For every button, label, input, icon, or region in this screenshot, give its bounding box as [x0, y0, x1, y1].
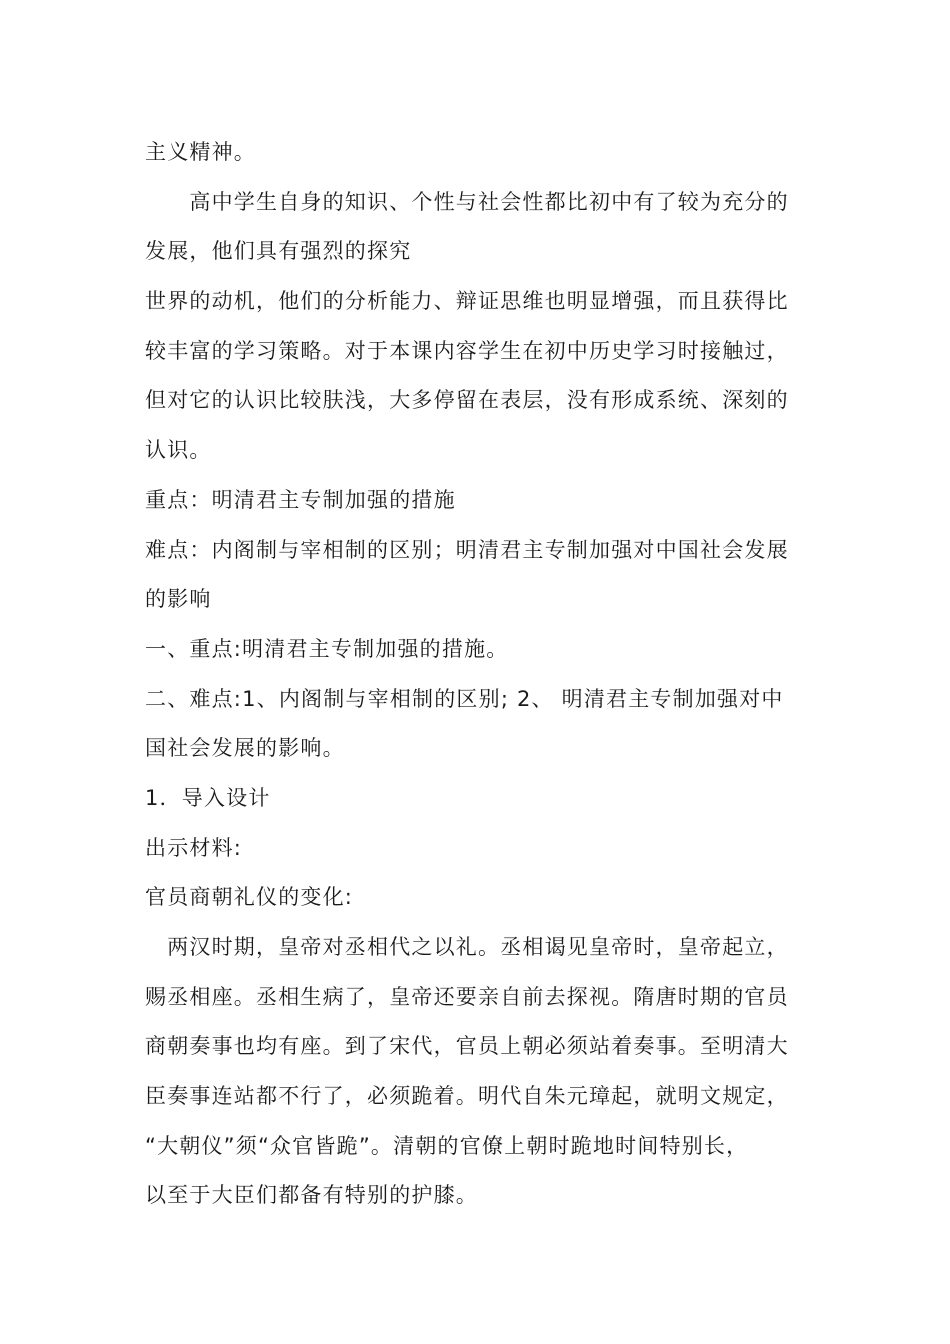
paragraph-line: 两汉时期，皇帝对丞相代之以礼。丞相谒见皇帝时，皇帝起立， — [145, 935, 789, 959]
difficulty-line: 难点：内阁制与宰相制的区别；明清君主专制加强对中国社会发展 — [145, 538, 789, 562]
paragraph-line: 出示材料: — [145, 836, 243, 860]
paragraph-line: 较丰富的学习策略。对于本课内容学生在初中历史学习时接触过， — [145, 339, 789, 363]
list-item: 二、难点:1、内阁制与宰相制的区别; 2、 明清君主专制加强对中 — [145, 687, 784, 711]
paragraph-line: “大朝仪”须“众官皆跪”。清朝的官僚上朝时跪地时间特别长， — [145, 1134, 749, 1158]
paragraph-line: 世界的动机，他们的分析能力、辩证思维也明显增强，而且获得比 — [145, 289, 789, 313]
difficulty-line: 的影响 — [145, 587, 212, 611]
paragraph-line: 商朝奏事也均有座。到了宋代，官员上朝必须站着奏事。至明清大 — [145, 1034, 789, 1058]
paragraph-line: 臣奏事连站都不行了，必须跪着。明代自朱元璋起，就明文规定， — [145, 1084, 789, 1108]
paragraph-line: 发展，他们具有强烈的探究 — [145, 239, 412, 263]
paragraph-line: 以至于大臣们都备有特别的护膝。 — [145, 1183, 478, 1207]
paragraph-line: 官员商朝礼仪的变化: — [145, 885, 354, 909]
key-point-line: 重点：明清君主专制加强的措施 — [145, 488, 456, 512]
paragraph-line: 主义精神。 — [145, 140, 256, 164]
paragraph-line: 认识。 — [145, 438, 212, 462]
paragraph-line: 赐丞相座。丞相生病了，皇帝还要亲自前去探视。隋唐时期的官员 — [145, 985, 789, 1009]
list-item: 一、重点:明清君主专制加强的措施。 — [145, 637, 509, 661]
paragraph-line: 高中学生自身的知识、个性与社会性都比初中有了较为充分的 — [145, 190, 789, 214]
list-item: 国社会发展的影响。 — [145, 736, 345, 760]
section-heading: 1．导入设计 — [145, 786, 271, 810]
paragraph-line: 但对它的认识比较肤浅，大多停留在表层，没有形成系统、深刻的 — [145, 388, 789, 412]
